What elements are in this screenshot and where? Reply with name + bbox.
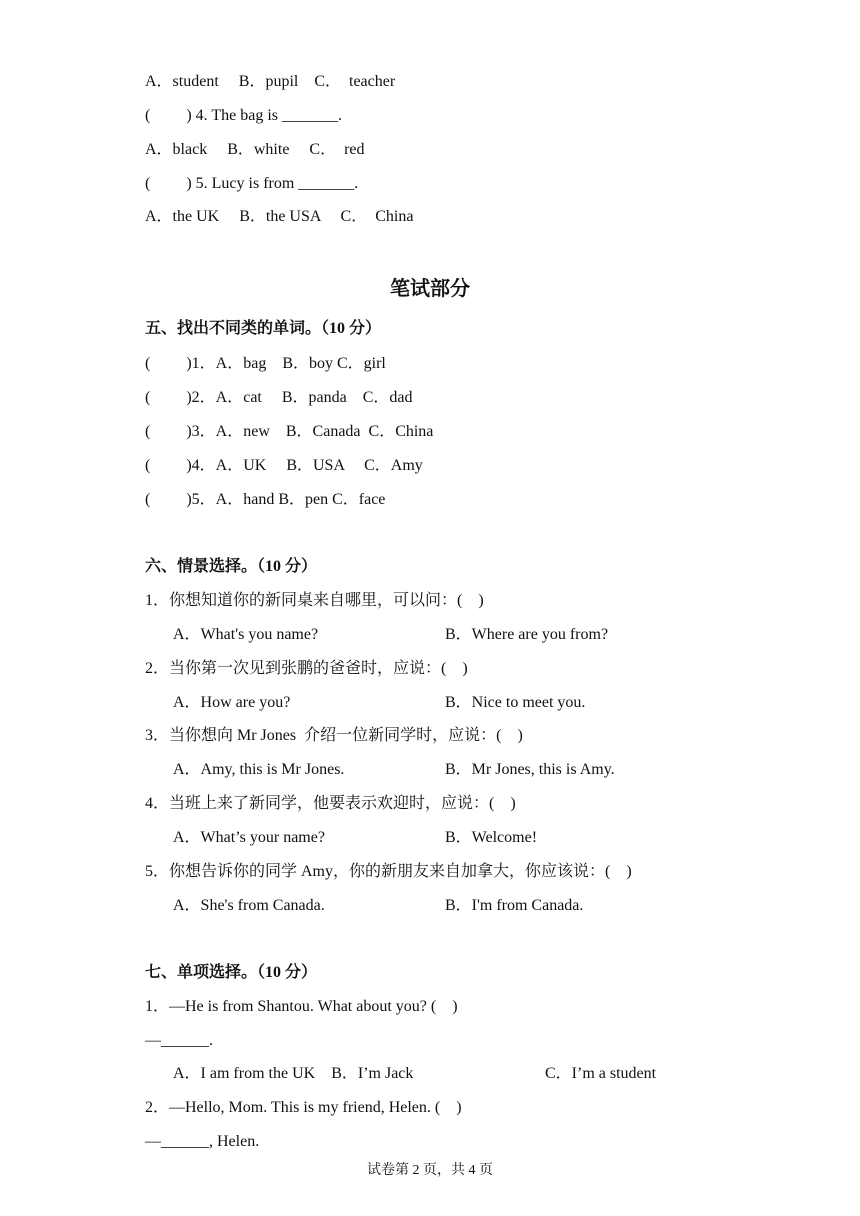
q5-options: A．the UK B．the USA C． China	[145, 208, 414, 225]
section6-option-b: B．Nice to meet you.	[445, 694, 586, 711]
section5-item: ( )3．A．new B．Canada C．China	[145, 423, 434, 440]
section6-question: 3．当你想向 Mr Jones 介绍一位新同学时，应说：( )	[145, 727, 523, 744]
q5-question: ( ) 5. Lucy is from _______.	[145, 175, 359, 192]
q3-options: A．student B．pupil C． teacher	[145, 73, 396, 90]
section5-heading: 五、找出不同类的单词。（10 分）	[145, 320, 382, 337]
section6-option-b: B．Mr Jones, this is Amy.	[445, 761, 615, 778]
section7-option-ab: A．I am from the UK B．I’m Jack	[173, 1065, 414, 1082]
section6-option-b: B．Where are you from?	[445, 626, 609, 643]
section5-item: ( )5．A．hand B．pen C．face	[145, 491, 386, 508]
q4-question: ( ) 4. The bag is _______.	[145, 107, 343, 124]
section5-item: ( )2．A．cat B．panda C．dad	[145, 389, 413, 406]
section7-heading: 七、单项选择。（10 分）	[145, 964, 318, 981]
section7-answer-blank: —______.	[145, 1032, 213, 1049]
section7-option-c: C．I’m a student	[545, 1065, 657, 1082]
section6-option-b: B．I'm from Canada.	[445, 897, 584, 914]
section7-question: 2．—Hello, Mom. This is my friend, Helen. ( )	[145, 1099, 462, 1116]
section6-question: 5．你想告诉你的同学 Amy，你的新朋友来自加拿大，你应该说：( )	[145, 863, 632, 880]
section6-option-a: A．Amy, this is Mr Jones.	[173, 761, 345, 778]
section7-question: 1．—He is from Shantou. What about you? ( )	[145, 998, 458, 1015]
section6-option-a: A．How are you?	[173, 694, 291, 711]
section6-option-b: B．Welcome!	[445, 829, 538, 846]
section6-option-a: A．What's you name?	[173, 626, 319, 643]
section5-item: ( )1．A．bag B．boy C．girl	[145, 355, 386, 372]
section5-item: ( )4．A．UK B．USA C．Amy	[145, 457, 423, 474]
section6-question: 4．当班上来了新同学，他要表示欢迎时，应说：( )	[145, 795, 516, 812]
section6-question: 1．你想知道你的新同桌来自哪里，可以问：( )	[145, 592, 484, 609]
section6-question: 2．当你第一次见到张鹏的爸爸时，应说：( )	[145, 660, 468, 677]
section7-answer-blank: —______, Helen.	[145, 1133, 260, 1150]
section6-option-a: A．She's from Canada.	[173, 897, 325, 914]
section6-option-a: A．What’s your name?	[173, 829, 325, 846]
section6-heading: 六、情景选择。（10 分）	[145, 558, 318, 575]
written-part-title: 笔试部分	[390, 278, 470, 300]
q4-options: A．black B．white C． red	[145, 141, 365, 158]
page-footer: 试卷第 2 页，共 4 页	[367, 1163, 493, 1178]
